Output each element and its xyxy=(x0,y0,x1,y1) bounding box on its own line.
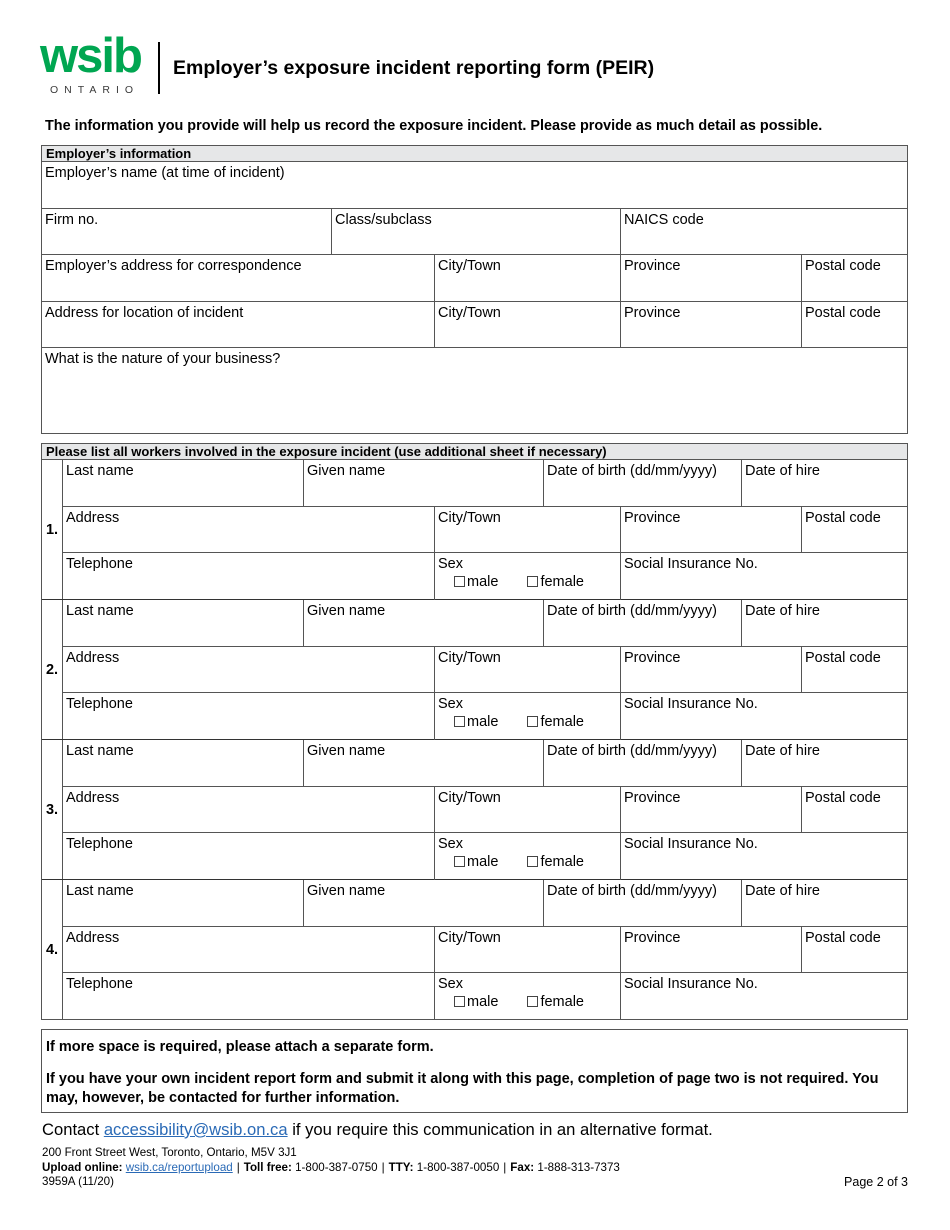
worker-block xyxy=(42,600,907,740)
workers-section xyxy=(41,443,908,1020)
corr-address-field[interactable] xyxy=(42,255,434,301)
incident-province-label: Province xyxy=(624,305,681,321)
tty-label: TTY: xyxy=(388,1160,414,1174)
worker-province-label: Province xyxy=(624,509,681,526)
worker-address-row xyxy=(63,507,907,554)
hire-date-field[interactable] xyxy=(741,600,907,646)
worker-contact-row xyxy=(63,693,907,740)
sex-label: Sex xyxy=(438,976,463,992)
telephone-field[interactable] xyxy=(63,693,434,740)
contact-suffix: if you require this communication in an alternative format. xyxy=(292,1120,713,1139)
worker-city-field[interactable] xyxy=(434,787,620,833)
sex-label: Sex xyxy=(438,836,463,852)
worker-province-field[interactable] xyxy=(620,787,801,833)
female-label: female xyxy=(540,574,584,590)
female-checkbox[interactable] xyxy=(527,716,538,727)
telephone-field[interactable] xyxy=(63,973,434,1020)
worker-province-field[interactable] xyxy=(620,507,801,553)
telephone-label: Telephone xyxy=(66,976,133,992)
sex-field xyxy=(434,973,620,1020)
worker-province-label: Province xyxy=(624,789,681,806)
male-label: male xyxy=(467,854,499,870)
given-name-field[interactable] xyxy=(303,460,543,506)
sex-options xyxy=(454,573,584,591)
worker-contact-row xyxy=(63,553,907,600)
naics-field[interactable] xyxy=(620,209,907,254)
male-checkbox[interactable] xyxy=(454,576,465,587)
hire-date-label: Date of hire xyxy=(745,603,820,619)
wsib-logo xyxy=(40,29,152,98)
corr-address-label: Employer’s address for correspondence xyxy=(45,258,302,274)
telephone-field[interactable] xyxy=(63,553,434,600)
accessibility-contact xyxy=(42,1120,713,1140)
hire-date-field[interactable] xyxy=(741,740,907,786)
fax-label: Fax: xyxy=(510,1160,535,1174)
female-checkbox[interactable] xyxy=(527,996,538,1007)
employer-name-label: Employer’s name (at time of incident) xyxy=(45,165,285,181)
sin-label: Social Insurance No. xyxy=(624,696,758,712)
worker-address-label: Address xyxy=(66,649,120,666)
logo-wordmark: wsib xyxy=(40,29,141,83)
worker-city-field[interactable] xyxy=(434,507,620,553)
worker-province-field[interactable] xyxy=(620,647,801,693)
worker-name-row xyxy=(63,460,907,507)
page-number: Page 2 of 3 xyxy=(844,1175,908,1189)
workers-section-heading: Please list all workers involved in the exposure incident (use additional sheet if necessary) xyxy=(42,444,907,460)
male-label: male xyxy=(467,714,499,730)
worker-address-row xyxy=(63,927,907,974)
sex-options xyxy=(454,853,584,871)
worker-list xyxy=(42,460,907,1020)
dob-field[interactable] xyxy=(543,740,741,786)
worker-postal-field[interactable] xyxy=(801,507,907,553)
intro-text: The information you provide will help us record the exposure incident. Please provide as much detail as possible. xyxy=(45,118,823,134)
male-option[interactable] xyxy=(454,993,498,1011)
corr-postal-field[interactable] xyxy=(801,255,907,301)
dob-field[interactable] xyxy=(543,880,741,926)
worker-address-row xyxy=(63,647,907,694)
worker-city-label: City/Town xyxy=(438,649,501,666)
worker-postal-label: Postal code xyxy=(805,509,881,526)
worker-block xyxy=(42,460,907,600)
page-footer xyxy=(42,1146,908,1190)
contact-prefix: Contact xyxy=(42,1120,100,1139)
last-name-field[interactable] xyxy=(63,880,303,926)
sin-field[interactable] xyxy=(620,833,907,880)
sex-field xyxy=(434,693,620,740)
worker-address-row xyxy=(63,787,907,834)
sex-options xyxy=(454,713,584,731)
worker-city-label: City/Town xyxy=(438,509,501,526)
upload-label: Upload online: xyxy=(42,1160,123,1174)
male-option[interactable] xyxy=(454,853,498,871)
incident-city-field[interactable] xyxy=(434,302,620,347)
corr-province-label: Province xyxy=(624,258,681,274)
worker-city-label: City/Town xyxy=(438,789,501,806)
firm-row xyxy=(42,209,907,255)
incident-address-field[interactable] xyxy=(42,302,434,347)
female-option[interactable] xyxy=(527,713,584,731)
corr-city-label: City/Town xyxy=(438,258,501,274)
page-header xyxy=(40,29,920,98)
dob-field[interactable] xyxy=(543,460,741,506)
worker-fields xyxy=(63,880,907,1020)
header-divider xyxy=(158,42,160,94)
sin-field[interactable] xyxy=(620,553,907,600)
footer-address: 200 Front Street West, Toronto, Ontario, M5V 3J1 xyxy=(42,1146,297,1159)
worker-name-row xyxy=(63,740,907,787)
business-nature-row xyxy=(42,348,907,431)
female-label: female xyxy=(540,714,584,730)
telephone-label: Telephone xyxy=(66,836,133,852)
sex-options xyxy=(454,993,584,1011)
form-code: 3959A (11/20) xyxy=(42,1175,114,1188)
worker-name-row xyxy=(63,880,907,927)
accessibility-email-link[interactable]: accessibility@wsib.on.ca xyxy=(103,1120,288,1139)
worker-contact-row xyxy=(63,833,907,880)
female-checkbox[interactable] xyxy=(527,856,538,867)
female-option[interactable] xyxy=(527,573,584,591)
given-name-label: Given name xyxy=(307,603,386,619)
sin-label: Social Insurance No. xyxy=(624,556,758,572)
worker-contact-row xyxy=(63,973,907,1020)
male-label: male xyxy=(467,994,499,1010)
employer-section-heading: Employer’s information xyxy=(42,146,907,162)
employer-name-field[interactable] xyxy=(42,162,907,208)
corr-city-field[interactable] xyxy=(434,255,620,301)
last-name-field[interactable] xyxy=(63,600,303,646)
correspondence-address-row xyxy=(42,255,907,302)
female-label: female xyxy=(540,994,584,1010)
corr-province-field[interactable] xyxy=(620,255,801,301)
last-name-field[interactable] xyxy=(63,460,303,506)
dob-label: Date of birth (dd/mm/yyyy) xyxy=(547,603,718,619)
business-nature-field[interactable] xyxy=(42,348,907,431)
notes-line-2: If you have your own incident report form and submit it along with this page, completion of page two is not required. You may, however, be contacted for further information. xyxy=(46,1071,879,1106)
worker-block xyxy=(42,880,907,1020)
worker-fields xyxy=(63,460,907,599)
class-subclass-label: Class/subclass xyxy=(335,212,432,228)
tollfree-number: 1-800-387-0750 xyxy=(295,1160,378,1174)
class-subclass-field[interactable] xyxy=(331,209,620,254)
worker-province-label: Province xyxy=(624,929,681,946)
hire-date-label: Date of hire xyxy=(745,463,820,479)
tollfree-label: Toll free: xyxy=(243,1160,292,1174)
given-name-label: Given name xyxy=(307,883,386,899)
notes-box xyxy=(41,1029,908,1113)
business-nature-label: What is the nature of your business? xyxy=(45,351,281,367)
sin-label: Social Insurance No. xyxy=(624,976,758,992)
last-name-label: Last name xyxy=(66,883,134,899)
worker-number: 1. xyxy=(42,460,63,599)
worker-address-field[interactable] xyxy=(63,927,434,973)
male-checkbox[interactable] xyxy=(454,996,465,1007)
last-name-label: Last name xyxy=(66,603,134,619)
footer-contacts: Upload online: wsib.ca/reportupload | Toll free: 1-800-387-0750 | TTY: 1-800-387-0050 | Fax: 1-888-313-7373 xyxy=(42,1160,620,1174)
worker-postal-label: Postal code xyxy=(805,789,881,806)
incident-address-label: Address for location of incident xyxy=(45,305,244,321)
worker-postal-field[interactable] xyxy=(801,927,907,973)
worker-address-label: Address xyxy=(66,789,120,806)
sex-label: Sex xyxy=(438,696,463,712)
worker-postal-field[interactable] xyxy=(801,647,907,693)
incident-city-label: City/Town xyxy=(438,305,501,321)
hire-date-field[interactable] xyxy=(741,880,907,926)
male-checkbox[interactable] xyxy=(454,856,465,867)
telephone-label: Telephone xyxy=(66,696,133,712)
worker-city-field[interactable] xyxy=(434,647,620,693)
sex-field xyxy=(434,833,620,880)
male-option[interactable] xyxy=(454,573,498,591)
male-option[interactable] xyxy=(454,713,498,731)
worker-fields xyxy=(63,600,907,739)
worker-address-field[interactable] xyxy=(63,647,434,693)
upload-link[interactable]: wsib.ca/reportupload xyxy=(125,1160,233,1174)
dob-label: Date of birth (dd/mm/yyyy) xyxy=(547,743,718,759)
tty-number: 1-800-387-0050 xyxy=(416,1160,500,1174)
incident-address-row xyxy=(42,302,907,348)
dob-label: Date of birth (dd/mm/yyyy) xyxy=(547,463,718,479)
worker-province-field[interactable] xyxy=(620,927,801,973)
worker-block xyxy=(42,740,907,880)
corr-postal-label: Postal code xyxy=(805,258,881,274)
telephone-label: Telephone xyxy=(66,556,133,572)
hire-date-label: Date of hire xyxy=(745,743,820,759)
incident-province-field[interactable] xyxy=(620,302,801,347)
last-name-field[interactable] xyxy=(63,740,303,786)
female-label: female xyxy=(540,854,584,870)
worker-city-label: City/Town xyxy=(438,929,501,946)
given-name-label: Given name xyxy=(307,743,386,759)
worker-province-label: Province xyxy=(624,649,681,666)
employer-name-row xyxy=(42,162,907,209)
female-option[interactable] xyxy=(527,853,584,871)
dob-label: Date of birth (dd/mm/yyyy) xyxy=(547,883,718,899)
sin-field[interactable] xyxy=(620,693,907,740)
worker-address-field[interactable] xyxy=(63,507,434,553)
worker-postal-label: Postal code xyxy=(805,929,881,946)
firm-no-field[interactable] xyxy=(42,209,331,254)
incident-postal-field[interactable] xyxy=(801,302,907,347)
dob-field[interactable] xyxy=(543,600,741,646)
hire-date-label: Date of hire xyxy=(745,883,820,899)
worker-city-field[interactable] xyxy=(434,927,620,973)
male-checkbox[interactable] xyxy=(454,716,465,727)
sex-label: Sex xyxy=(438,556,463,572)
hire-date-field[interactable] xyxy=(741,460,907,506)
last-name-label: Last name xyxy=(66,743,134,759)
fax-number: 1-888-313-7373 xyxy=(537,1160,620,1174)
incident-postal-label: Postal code xyxy=(805,305,881,321)
worker-address-label: Address xyxy=(66,509,120,526)
given-name-label: Given name xyxy=(307,463,386,479)
given-name-field[interactable] xyxy=(303,740,543,786)
worker-fields xyxy=(63,740,907,879)
worker-postal-field[interactable] xyxy=(801,787,907,833)
worker-number: 3. xyxy=(42,740,63,879)
worker-address-field[interactable] xyxy=(63,787,434,833)
given-name-field[interactable] xyxy=(303,600,543,646)
logo-subtext: ONTARIO xyxy=(50,84,140,96)
firm-no-label: Firm no. xyxy=(45,212,99,228)
worker-number: 2. xyxy=(42,600,63,739)
sex-field xyxy=(434,553,620,600)
sin-label: Social Insurance No. xyxy=(624,836,758,852)
sin-field[interactable] xyxy=(620,973,907,1020)
worker-number: 4. xyxy=(42,880,63,1020)
worker-postal-label: Postal code xyxy=(805,649,881,666)
employer-section xyxy=(41,145,908,434)
worker-address-label: Address xyxy=(66,929,120,946)
notes-line-1: If more space is required, please attach a separate form. xyxy=(46,1039,434,1055)
female-option[interactable] xyxy=(527,993,584,1011)
last-name-label: Last name xyxy=(66,463,134,479)
form-title: Employer’s exposure incident reporting form (PEIR) xyxy=(173,57,655,79)
telephone-field[interactable] xyxy=(63,833,434,880)
female-checkbox[interactable] xyxy=(527,576,538,587)
naics-label: NAICS code xyxy=(624,212,704,228)
worker-name-row xyxy=(63,600,907,647)
male-label: male xyxy=(467,574,499,590)
given-name-field[interactable] xyxy=(303,880,543,926)
